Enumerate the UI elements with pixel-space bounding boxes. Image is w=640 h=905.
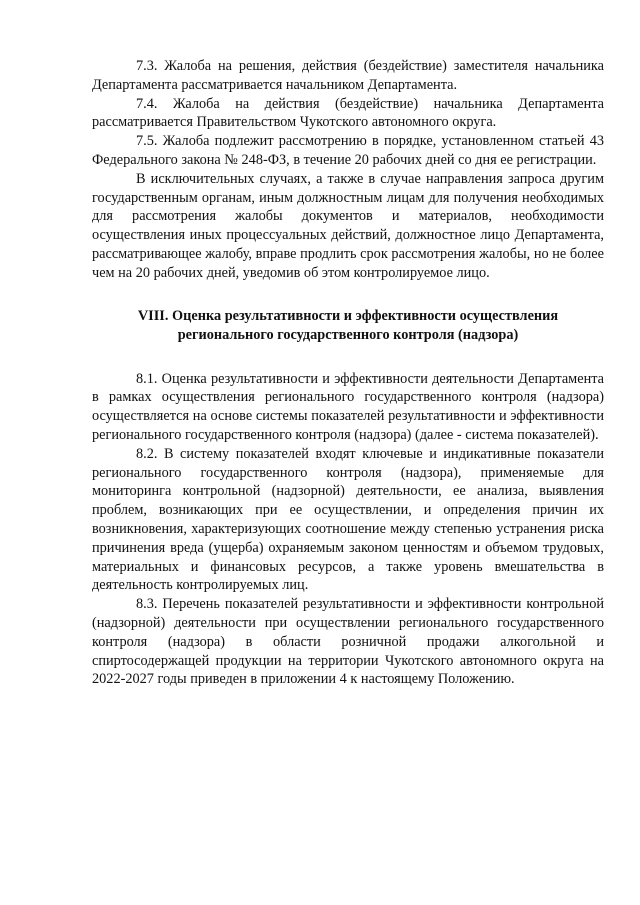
document-page [92,57,604,689]
paragraph-8-1: 8.1. Оценка результативности и эффективности деятельности Департамента в рамках осуществления регионального государственного контроля (надзора) осуществляется на основе системы показателей результативности и эффективности регионального государственного контроля (надзора) (далее - система показателей). [92,370,604,443]
paragraph-7-4: 7.4. Жалоба на действия (бездействие) начальника Департамента рассматривается Правительством Чукотского автономного округа. [92,95,604,131]
paragraph-8-2: 8.2. В систему показателей входят ключевые и индикативные показатели регионального государственного контроля (надзора), применяемые для мониторинга контрольной (надзорной) деятельности, ее анализа, выявления проблем, возникающих при ее осуществлении, и определения причин их возникновения, характеризующих соотношение между степенью устранения риска причинения вреда (ущерба) охраняемым законом ценностям и объемом трудовых, материальных и финансовых ресурсов, а также уровень вмешательства в деятельность контролируемых лиц. [92,445,604,594]
section-heading-line-2: регионального государственного контроля (надзора) [177,326,519,343]
section-heading-line-1: VIII. Оценка результативности и эффективности осуществления [137,307,559,324]
paragraph-7-3: 7.3. Жалоба на решения, действия (бездействие) заместителя начальника Департамента рассматривается начальником Департамента. [92,58,604,93]
section-heading-viii [92,307,604,345]
paragraph-8-3: 8.3. Перечень показателей результативности и эффективности контрольной (надзорной) деятельности при осуществлении регионального государственного контроля (надзора) в области розничной продажи алкогольной и спиртосодержащей продукции на территории Чукотского автономного округа на 2022-2027 годы приведен в приложении 4 к настоящему Положению. [92,596,604,688]
paragraph-7-5: 7.5. Жалоба подлежит рассмотрению в порядке, установленном статьей 43 Федерального закона № 248-ФЗ, в течение 20 рабочих дней со дня ее регистрации. [92,133,604,168]
paragraph-exceptional-cases: В исключительных случаях, а также в случае направления запроса другим государственным органам, иным должностным лицам для получения необходимых для рассмотрения жалобы документов и материалов, необходимости осуществления иных процессуальных действий, должностное лицо Департамента, рассматривающее жалобу, вправе продлить срок рассмотрения жалобы, но не более чем на 20 рабочих дней, уведомив об этом контролируемое лицо. [92,170,604,281]
